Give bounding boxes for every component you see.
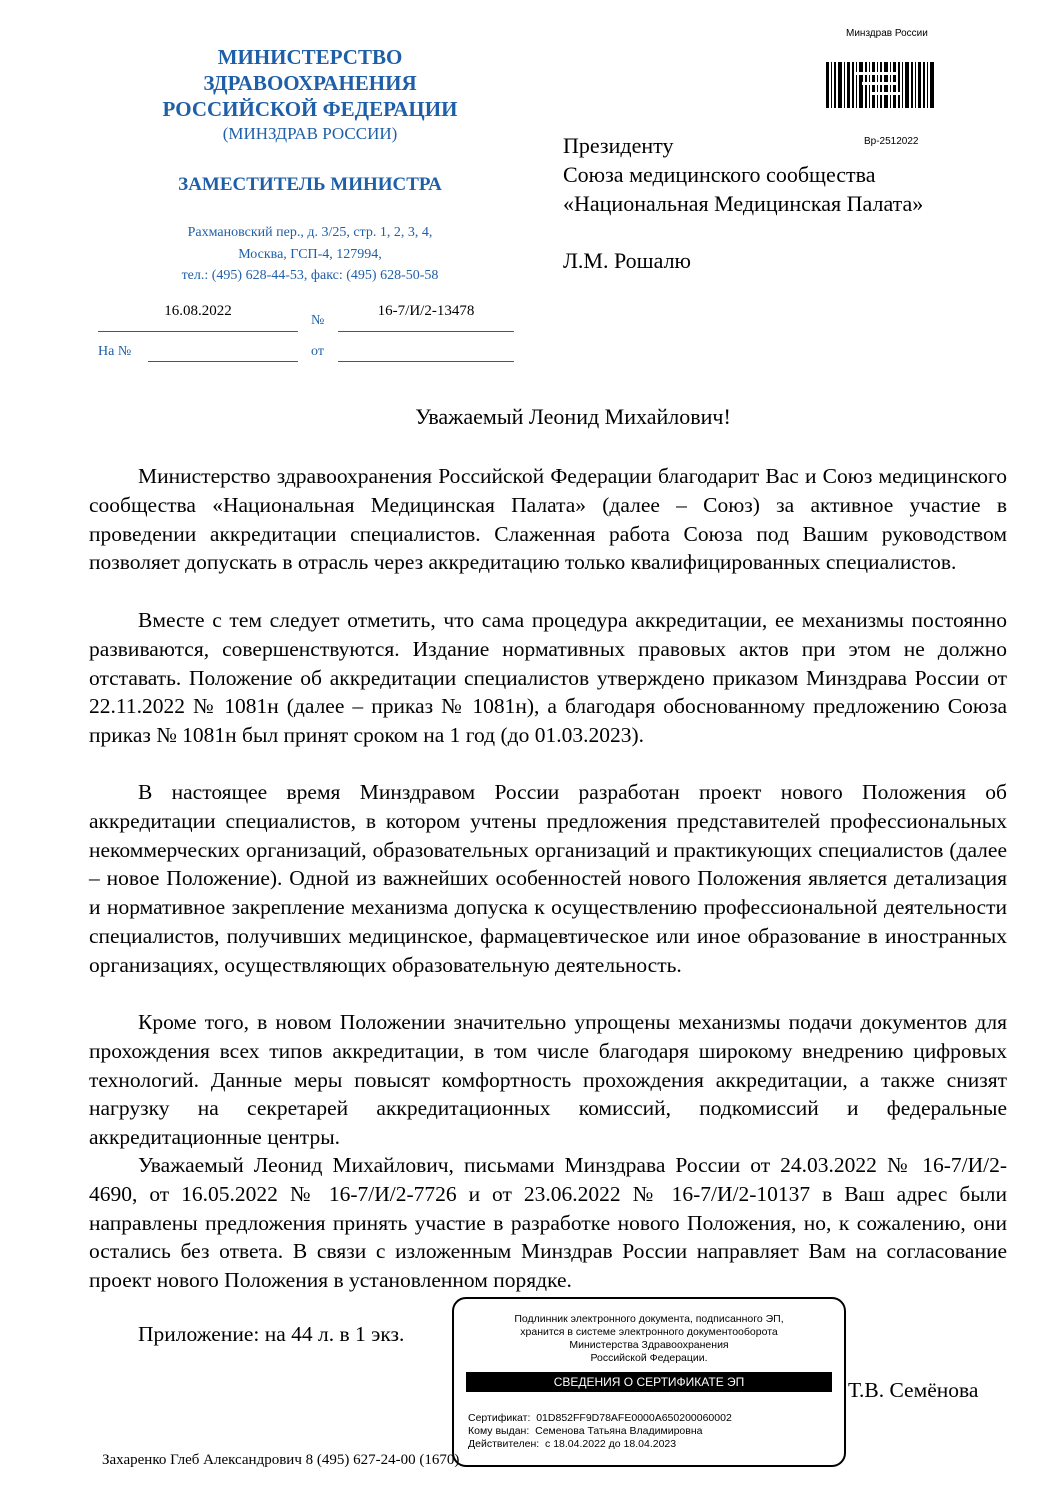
esig-header-line-3: Министерства Здравоохранения — [569, 1339, 729, 1351]
addressee-line-2: Союза медицинского сообщества — [563, 162, 876, 187]
ministry-name-line-3: РОССИЙСКОЙ ФЕДЕРАЦИИ — [162, 97, 458, 121]
addressee-line-3: «Национальная Медицинская Палата» — [563, 191, 924, 216]
paragraph-5: Уважаемый Леонид Михайлович, письмами Минздрава России от 24.03.2022 № 16-7/И/2-4690, от 16.05.2022 № 16-7/И/2-7726 и от 23.06.2022 № 16-7/И/2-10137 в Ваш адрес были направлены предложения принять участие в разработке нового Положения, но, к сожалению, они остались без ответа. В связи с изложенным Минздрав России направляет Вам на согласование проект нового Положения в установленном порядке. — [89, 1153, 1007, 1293]
greeting: Уважаемый Леонид Михайлович! — [415, 404, 731, 429]
ministry-name-line-1: МИНИСТЕРСТВО — [217, 45, 403, 69]
esig-issued-row — [468, 1425, 702, 1438]
outgoing-date: 16.08.2022 — [164, 303, 232, 319]
esig-valid-row — [468, 1438, 676, 1451]
number-underline — [338, 331, 514, 332]
attachment-note: Приложение: на 44 л. в 1 экз. — [138, 1322, 405, 1346]
address-line-3: тел.: (495) 628-44-53, факс: (495) 628-50-58 — [181, 268, 439, 283]
ref-date-underline — [338, 361, 514, 362]
barcode-icon — [826, 62, 934, 108]
addressee-line-1: Президенту — [563, 133, 674, 158]
esig-issued-value: Семенова Татьяна Владимировна — [535, 1425, 703, 1437]
signer-name: Т.В. Семёнова — [848, 1378, 979, 1402]
address-line-2: Москва, ГСП-4, 127994, — [238, 247, 382, 262]
esig-cert-value: 01D852FF9D78AFE0000A650200060002 — [536, 1412, 732, 1424]
esig-cert-label: Сертификат: — [468, 1412, 531, 1424]
position-title: ЗАМЕСТИТЕЛЬ МИНИСТРА — [178, 174, 442, 195]
ministry-name-line-2: ЗДРАВООХРАНЕНИЯ — [203, 71, 417, 95]
paragraph-3: В настоящее время Минздравом России разработан проект нового Положения об аккредитации специалистов, в котором учтены предложения представителей профессиональных некоммерческих организаций, образовательных организаций и практикующих специалистов (далее – новое Положение). Одной из важнейших особенностей нового Положения является детализация и нормативное закрепление механизма допуска к осуществлению профессиональной деятельности специалистов, получивших медицинское, фармацевтическое или иное образование в иностранных организациях, осуществляющих образовательную деятельность. — [89, 780, 1007, 977]
address-line-1: Рахмановский пер., д. 3/25, стр. 1, 2, 3, 4, — [187, 225, 433, 240]
number-label: № — [311, 313, 325, 328]
esig-valid-label: Действителен: — [468, 1438, 540, 1450]
esig-header-line-4: Российской Федерации. — [590, 1352, 708, 1364]
addressee-name: Л.М. Рошалю — [563, 248, 691, 273]
ref-number-label: На № — [98, 344, 132, 359]
esig-banner: СВЕДЕНИЯ О СЕРТИФИКАТЕ ЭП — [466, 1372, 832, 1392]
esig-header-line-2: хранится в системе электронного документооборота — [520, 1326, 778, 1338]
ref-date-label: от — [311, 344, 324, 359]
esig-cert-row — [468, 1412, 732, 1425]
outgoing-number: 16-7/И/2-13478 — [377, 303, 475, 319]
paragraph-2: Вместе с тем следует отметить, что сама процедура аккредитации, ее механизмы постоянно развиваются, совершенствуются. Издание нормативных правовых актов при этом не должно отставать. Положение об аккредитации специалистов утверждено приказом Минздрава России от 22.11.2022 № 1081н (далее – приказ № 1081н), а благодаря обоснованному предложению Союза приказ № 1081н был принят сроком на 1 год (до 01.03.2023). — [89, 608, 1007, 748]
esig-header-line-1: Подлинник электронного документа, подписанного ЭП, — [514, 1313, 784, 1325]
stamp-code: Вр-2512022 — [864, 136, 919, 147]
stamp-org: Минздрав России — [846, 28, 928, 39]
ref-number-underline — [148, 361, 298, 362]
executor-info: Захаренко Глеб Александрович 8 (495) 627-24-00 (1670) — [102, 1452, 460, 1468]
paragraph-4: Кроме того, в новом Положении значительно упрощены механизмы подачи документов для прохождения всех типов аккредитации, в том числе благодаря широкому внедрению цифровых технологий. Данные меры повысят комфортность прохождения аккредитации, а также снизят нагрузку на секретарей аккредитационных комиссий, подкомиссий и федеральные аккредитационные центры. — [89, 1010, 1007, 1150]
ministry-short-name: (МИНЗДРАВ РОССИИ) — [222, 124, 398, 143]
esig-valid-value: с 18.04.2022 до 18.04.2023 — [545, 1438, 677, 1450]
paragraph-1: Министерство здравоохранения Российской Федерации благодарит Вас и Союз медицинского сообщества «Национальная Медицинская Палата» (далее – Союз) за активное участие в проведении аккредитации специалистов. Слаженная работа Союза под Вашим руководством позволяет допускать в отрасль через аккредитацию только квалифицированных специалистов. — [89, 464, 1007, 575]
esig-issued-label: Кому выдан: — [468, 1425, 530, 1437]
date-underline — [98, 331, 298, 332]
e-signature-stamp — [452, 1297, 846, 1467]
